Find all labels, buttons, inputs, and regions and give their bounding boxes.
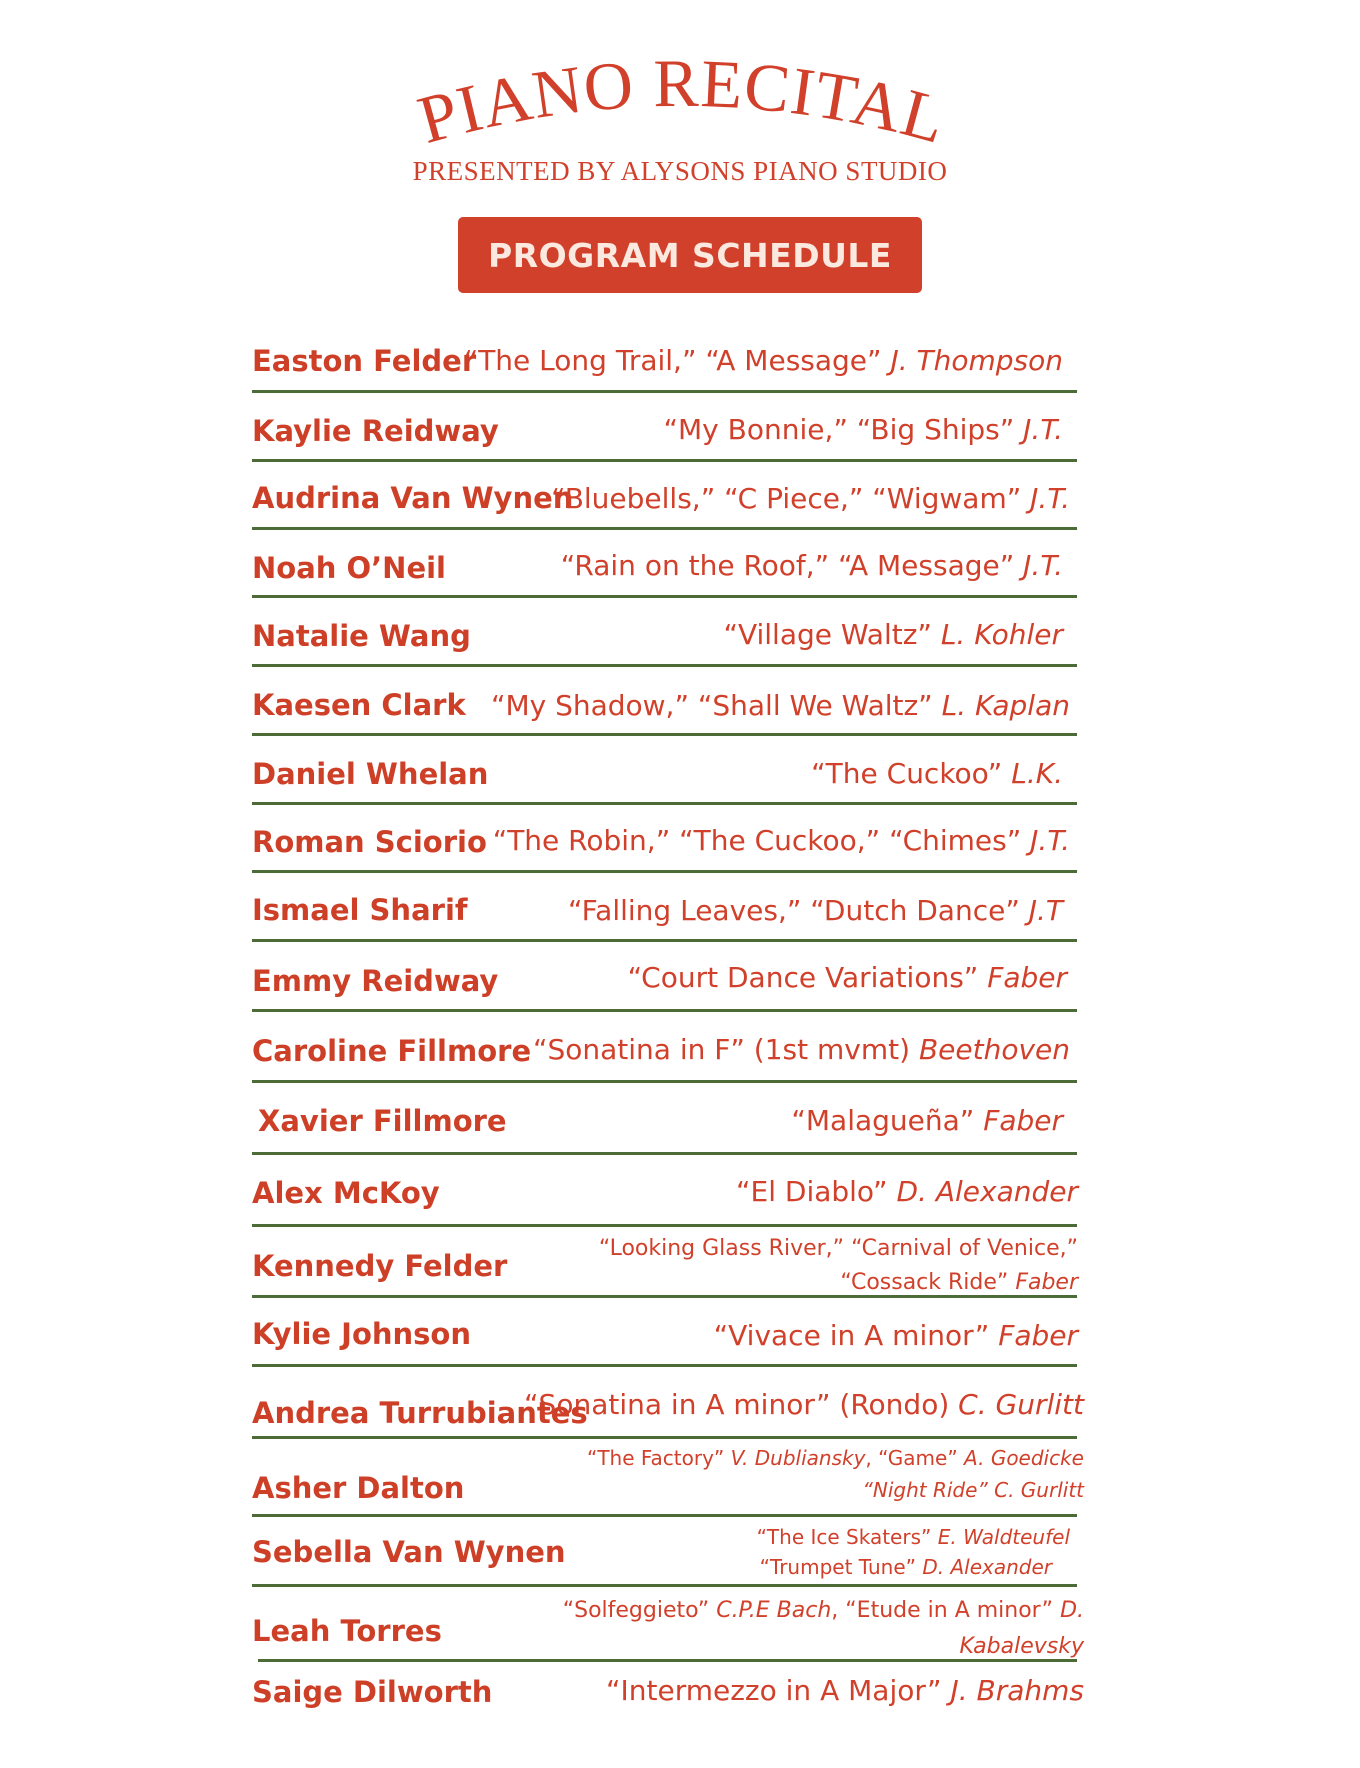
- composer: J.T.: [1030, 824, 1070, 857]
- performer-name: Kennedy Felder: [252, 1249, 508, 1283]
- performer-name: Easton Felder: [252, 344, 477, 378]
- composer: V. Dubliansky: [730, 1446, 866, 1470]
- piece-line: [760, 1557, 1052, 1577]
- composer: J.T: [1028, 894, 1063, 927]
- piece-title: “The Factory”: [586, 1446, 725, 1470]
- title-arc: [0, 40, 1360, 160]
- piece-title: “The Cuckoo”: [811, 757, 1003, 790]
- performer-name: Audrina Van Wynen: [252, 481, 574, 515]
- composer: A. Goedicke: [964, 1446, 1084, 1470]
- piece-line: [627, 961, 1067, 994]
- page-title: [0, 40, 1360, 160]
- piece-title: “The Long Trail,” “A Message”: [463, 344, 882, 377]
- composer: J.T.: [1023, 413, 1063, 446]
- row-divider: [252, 527, 1077, 530]
- composer: D.: [1060, 1598, 1084, 1623]
- row-divider: [252, 1152, 1077, 1155]
- performer-name: Caroline Fillmore: [252, 1034, 532, 1068]
- piece-line: [490, 689, 1070, 722]
- composer: L. Kaplan: [941, 689, 1070, 722]
- composer: E. Waldteufel: [937, 1525, 1070, 1549]
- program-schedule-banner: PROGRAM SCHEDULE: [458, 217, 922, 293]
- composer: C. Gurlitt: [958, 1388, 1084, 1421]
- composer: Faber: [998, 1319, 1078, 1352]
- piece-title: “Court Dance Variations”: [627, 961, 979, 994]
- row-divider: [252, 459, 1077, 462]
- piece-title: “Vivace in A minor”: [713, 1319, 990, 1352]
- performer-name: Andrea Turrubiantes: [252, 1396, 588, 1430]
- performer-name: Daniel Whelan: [252, 757, 489, 791]
- performer-name: Roman Sciorio: [252, 825, 487, 859]
- composer: C.P.E Bach: [716, 1598, 832, 1623]
- piece-line: [863, 1480, 1085, 1500]
- piece-title: “Cossack Ride”: [840, 1270, 1009, 1295]
- piece-title: “Night Ride”: [862, 1478, 988, 1502]
- row-divider: [252, 1009, 1077, 1012]
- composer: Faber: [983, 1104, 1063, 1137]
- piece-line: [560, 549, 1063, 582]
- title-text: PIANO RECITAL: [410, 44, 955, 159]
- performer-name: Saige Dilworth: [252, 1675, 493, 1709]
- performer-name: Sebella Van Wynen: [252, 1535, 566, 1569]
- performer-name: Ismael Sharif: [252, 893, 468, 927]
- piece-title: “Solfeggieto”: [562, 1598, 710, 1623]
- piece-title: “Intermezzo in A Major”: [605, 1674, 942, 1707]
- composer: J.T.: [1023, 549, 1063, 582]
- piece-title: “The Ice Skaters”: [756, 1525, 932, 1549]
- piece-line: [532, 1033, 1070, 1066]
- composer: L. Kohler: [940, 618, 1063, 651]
- piece-line: [567, 894, 1063, 927]
- composer: J. Thompson: [890, 344, 1063, 377]
- piece-line: [492, 824, 1070, 857]
- row-divider: [252, 390, 1077, 393]
- piece-title: “My Shadow,” “Shall We Waltz”: [490, 689, 933, 722]
- performer-name: Kylie Johnson: [252, 1317, 472, 1351]
- piece-title: “Sonatina in A minor” (Rondo): [524, 1388, 950, 1421]
- performer-name: Natalie Wang: [252, 619, 471, 653]
- piece-line: [791, 1104, 1063, 1137]
- piece-line: [563, 1600, 1084, 1622]
- piece-title: “Rain on the Roof,” “A Message”: [560, 549, 1015, 582]
- row-divider: [252, 939, 1077, 942]
- row-divider: [258, 1659, 1077, 1662]
- row-divider: [252, 870, 1077, 873]
- piece-line: [551, 482, 1070, 515]
- piece-title: , “Etude in A minor”: [831, 1598, 1054, 1623]
- row-divider: [252, 1436, 1077, 1439]
- performer-name: Kaylie Reidway: [252, 414, 499, 448]
- row-divider: [252, 1080, 1077, 1083]
- piece-line: [811, 757, 1063, 790]
- piece-title: “El Diablo”: [736, 1175, 888, 1208]
- row-divider: [252, 595, 1077, 598]
- row-divider: [252, 1224, 1077, 1227]
- row-divider: [252, 1584, 1077, 1587]
- piece-line: [960, 1636, 1084, 1658]
- performer-name: Asher Dalton: [252, 1471, 465, 1505]
- piece-title: “Falling Leaves,” “Dutch Dance”: [567, 894, 1020, 927]
- piece-line: [663, 413, 1063, 446]
- performer-name: Xavier Fillmore: [258, 1104, 507, 1138]
- piece-line: [713, 1319, 1078, 1352]
- piece-line: [840, 1272, 1078, 1294]
- subtitle: PRESENTED BY ALYSONS PIANO STUDIO: [412, 156, 948, 186]
- composer: D. Alexander: [922, 1555, 1052, 1579]
- piece-line: [524, 1388, 1084, 1421]
- performer-name: Leah Torres: [252, 1614, 442, 1648]
- piece-line: [587, 1448, 1084, 1468]
- piece-line: [605, 1674, 1084, 1707]
- composer: D. Alexander: [896, 1175, 1078, 1208]
- piece-line: [723, 618, 1063, 651]
- composer: C. Gurlitt: [994, 1478, 1084, 1502]
- piece-line: “Looking Glass River,” “Carnival of Venice,”: [598, 1236, 1078, 1261]
- piece-line: [736, 1175, 1078, 1208]
- performer-name: Kaesen Clark: [252, 688, 466, 722]
- row-divider: [252, 1295, 1077, 1298]
- row-divider: [252, 664, 1077, 667]
- composer: Beethoven: [918, 1033, 1070, 1066]
- composer: Faber: [1015, 1270, 1078, 1295]
- composer: J.T.: [1030, 482, 1070, 515]
- piece-title: “Village Waltz”: [723, 618, 932, 651]
- composer: J. Brahms: [950, 1674, 1084, 1707]
- piece-title: “Trumpet Tune”: [759, 1555, 916, 1579]
- performer-name: Noah O’Neil: [252, 551, 446, 585]
- piece-title: “My Bonnie,” “Big Ships”: [663, 413, 1015, 446]
- row-divider: [252, 1514, 1077, 1517]
- row-divider: [252, 733, 1077, 736]
- composer: L.K.: [1011, 757, 1063, 790]
- piece-title: “Sonatina in F” (1st mvmt): [532, 1033, 911, 1066]
- piece-title: , “Game”: [865, 1446, 958, 1470]
- composer: Faber: [987, 961, 1067, 994]
- svg-text:PIANO RECITAL: [410, 45, 954, 158]
- piece-line: [463, 344, 1063, 377]
- performer-name: Emmy Reidway: [252, 964, 499, 998]
- composer: Kabalevsky: [959, 1634, 1084, 1659]
- performer-name: Alex McKoy: [252, 1176, 440, 1210]
- row-divider: [252, 802, 1077, 805]
- piece-title: “Malagueña”: [791, 1104, 975, 1137]
- piece-title: “The Robin,” “The Cuckoo,” “Chimes”: [492, 824, 1022, 857]
- piece-title: “Bluebells,” “C Piece,” “Wigwam”: [551, 482, 1022, 515]
- row-divider: [252, 1364, 1077, 1367]
- piece-line: [757, 1527, 1070, 1547]
